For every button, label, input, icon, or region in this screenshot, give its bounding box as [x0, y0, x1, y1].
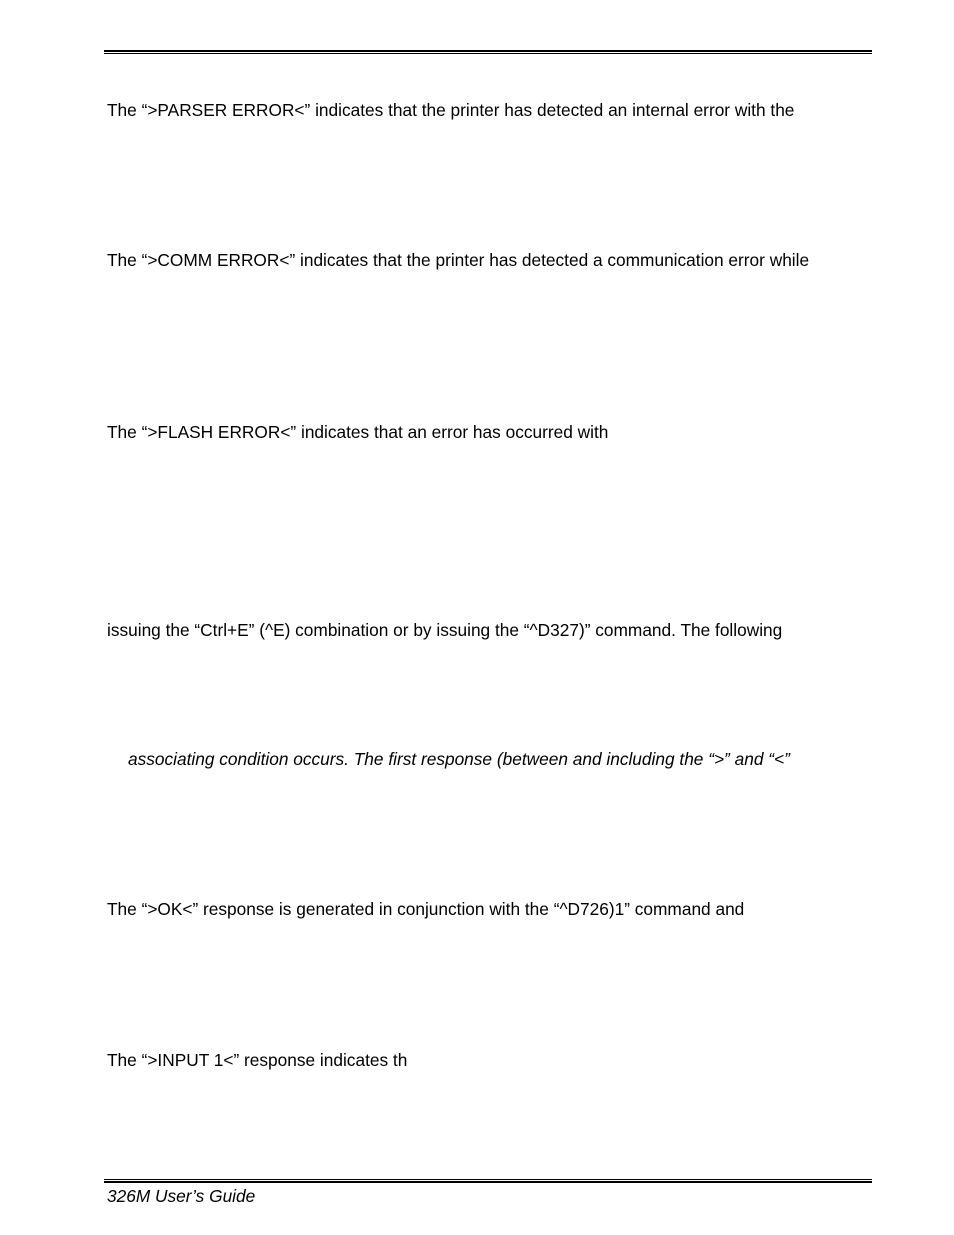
- paragraph-input-response: The “>INPUT 1<” response indicates th: [107, 1050, 408, 1070]
- note-associating-condition: associating condition occurs. The first response (between and including the “>” and “<”: [128, 749, 790, 769]
- paragraph-flash-error: The “>FLASH ERROR<” indicates that an error has occurred with: [107, 422, 609, 442]
- header-rule: [104, 50, 872, 54]
- paragraph-ctrl-e: issuing the “Ctrl+E” (^E) combination or by issuing the “^D327)” command. The following: [107, 620, 783, 640]
- footer-guide-title: 326M User’s Guide: [107, 1186, 256, 1206]
- paragraph-comm-error: The “>COMM ERROR<” indicates that the printer has detected a communication error while: [107, 250, 810, 270]
- paragraph-ok-response: The “>OK<” response is generated in conjunction with the “^D726)1” command and: [107, 899, 745, 919]
- footer-rule: [104, 1179, 872, 1183]
- paragraph-parser-error: The “>PARSER ERROR<” indicates that the printer has detected an internal error with the: [107, 100, 795, 120]
